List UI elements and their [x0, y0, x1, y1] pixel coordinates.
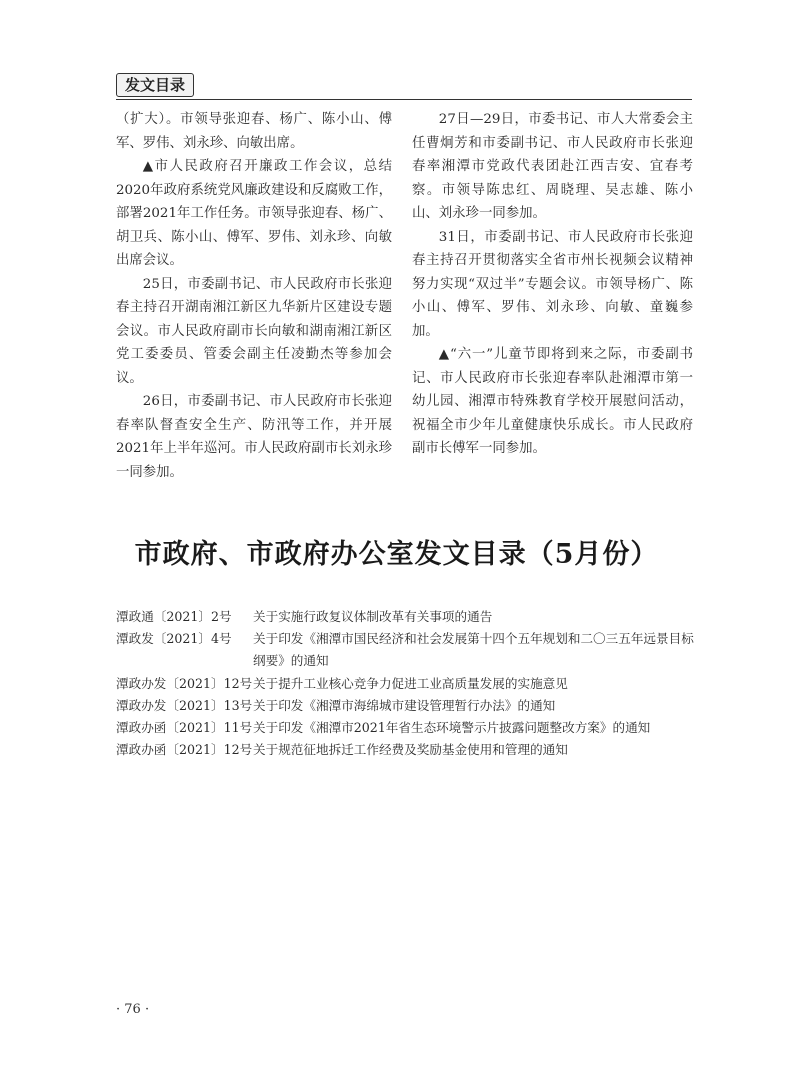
document-title: 关于实施行政复议体制改革有关事项的通告 — [253, 609, 493, 624]
document-list — [116, 606, 700, 761]
left-paragraph-2: ▲市人民政府召开廉政工作会议，总结2020年政府系统党风廉政建设和反腐败工作，部署2021年工作任务。市领导张迎春、杨广、胡卫兵、陈小山、傅军、罗伟、刘永珍、向敏出席会议。 — [116, 159, 392, 268]
document-row — [116, 606, 700, 628]
left-paragraph-1: （扩大）。市领导张迎春、杨广、陈小山、傅军、罗伟、刘永珍、向敏出席。 — [116, 112, 392, 151]
left-paragraph-4: 26日，市委副书记、市人民政府市长张迎春率队督查安全生产、防汛等工作，并开展2021年上半年巡河。市人民政府副市长刘永珍一同参加。 — [116, 394, 392, 480]
header-divider — [116, 99, 692, 100]
document-number: 潭政办发〔2021〕12号 — [116, 675, 253, 691]
section-header-tag: 发文目录 — [116, 73, 194, 97]
document-title: 关于印发《湘潭市2021年省生态环境警示片披露问题整改方案》的通知 — [253, 720, 651, 736]
section-title: 市政府、市政府办公室发文目录（5月份） — [134, 539, 659, 570]
right-paragraph-3: ▲“六一”儿童节即将到来之际，市委副书记、市人民政府市长张迎春率队赴湘潭市第一幼儿园、湘潭市特殊教育学校开展慰问活动，祝福全市少年儿童健康快乐成长。市人民政府副市长傅军一同参加。 — [412, 347, 693, 456]
document-number: 潭政办函〔2021〕11号 — [116, 720, 253, 736]
document-number: 潭政办函〔2021〕12号 — [116, 742, 253, 758]
right-paragraph-2: 31日，市委副书记、市人民政府市长张迎春主持召开贯彻落实全省市州长视频会议精神努力实现“双过半”专题会议。市领导杨广、陈小山、傅军、罗伟、刘永珍、向敏、童巍参加。 — [412, 229, 693, 339]
left-paragraph-3: 25日，市委副书记、市人民政府市长张迎春主持召开湖南湘江新区九华新片区建设专题会议。市人民政府副市长向敏和湖南湘江新区党工委委员、管委会副主任凌勤杰等参加会议。 — [116, 276, 392, 386]
document-title: 关于印发《湘潭市海绵城市建设管理暂行办法》的通知 — [253, 697, 556, 713]
document-number: 潭政发〔2021〕4号 — [116, 631, 232, 647]
document-row — [116, 628, 700, 672]
document-title: 关于规范征地拆迁工作经费及奖励基金使用和管理的通知 — [253, 742, 568, 758]
document-title: 关于提升工业核心竞争力促进工业高质量发展的实施意见 — [253, 675, 568, 691]
document-number: 潭政通〔2021〕2号 — [116, 609, 232, 624]
document-row — [116, 695, 700, 717]
document-row — [116, 717, 700, 739]
right-paragraph-1: 27日—29日，市委书记、市人大常委会主任曹炯芳和市委副书记、市人民政府市长张迎春率湘潭市党政代表团赴江西吉安、宜春考察。市领导陈忠红、周晓理、吴志雄、陈小山、刘永珍一同参加。 — [412, 112, 693, 221]
document-number: 潭政办发〔2021〕13号 — [116, 697, 253, 713]
document-row — [116, 673, 700, 695]
page-number: · 76 · — [116, 1002, 150, 1017]
left-column — [116, 108, 392, 484]
right-column — [412, 108, 693, 461]
document-row — [116, 739, 700, 761]
document-title: 关于印发《湘潭市国民经济和社会发展第十四个五年规划和二〇三五年远景目标纲要》的通知 — [253, 631, 694, 669]
